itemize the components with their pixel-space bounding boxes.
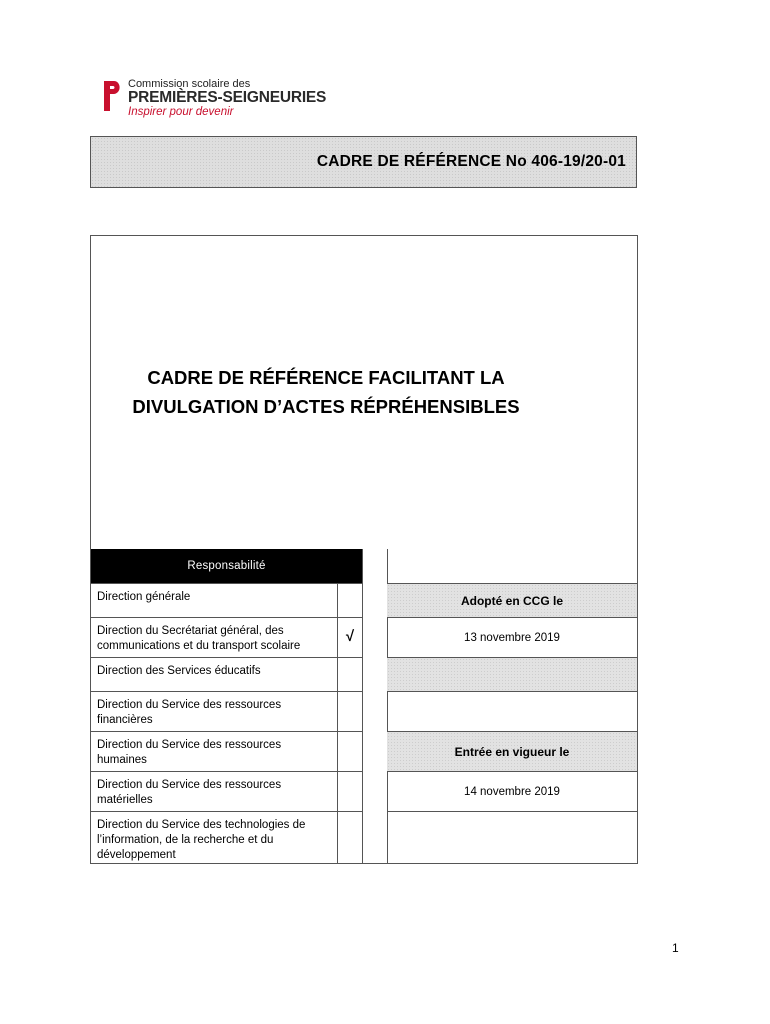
effective-label: Entrée en vigueur le [387,731,637,771]
document-title [91,363,561,421]
table-row-check [337,691,362,731]
table-row-check [337,583,362,617]
document-reference-banner [90,136,637,188]
column-divider [362,549,363,863]
effective-date: 14 novembre 2019 [387,771,637,811]
responsibility-header: Responsabilité [91,549,362,583]
responsibility-table [91,549,637,863]
table-row-label: Direction du Service des ressources matérielles [91,771,337,811]
adopted-label: Adopté en CCG le [387,583,637,617]
checkmark-icon: √ [337,617,362,657]
logo-line-1: Commission scolaire des [128,78,251,90]
page-number: 1 [672,941,679,955]
empty-cell [387,811,637,863]
reference-title: CADRE DE RÉFÉRENCE No 406-19/20-01 [316,153,626,170]
table-row-label: Direction du Secrétariat général, des communications et du transport scolaire [91,617,337,657]
table-row-check [337,811,362,863]
table-row-label: Direction du Service des ressources humaines [91,731,337,771]
table-row-check [337,657,362,691]
table-row-label: Direction générale [91,583,337,617]
table-row-check [337,771,362,811]
document-cover-frame [90,235,638,864]
document-title-line-1: CADRE DE RÉFÉRENCE FACILITANT LA [147,367,505,388]
table-row-label: Direction du Service des technologies de l’information, de la recherche et du développement [91,811,337,863]
logo-mark-icon [101,79,123,113]
table-row-label: Direction du Service des ressources financières [91,691,337,731]
logo-line-2: PREMIÈRES-SEIGNEURIES [128,89,327,106]
empty-cell [387,549,637,583]
empty-cell [387,691,637,731]
table-row-check [337,731,362,771]
logo-tagline: Inspirer pour devenir [128,106,234,118]
shaded-separator-cell [387,657,637,691]
adopted-date: 13 novembre 2019 [387,617,637,657]
organization-logo [101,76,331,122]
table-row-label: Direction des Services éducatifs [91,657,337,691]
document-title-line-2: DIVULGATION D’ACTES RÉPRÉHENSIBLES [132,396,520,417]
